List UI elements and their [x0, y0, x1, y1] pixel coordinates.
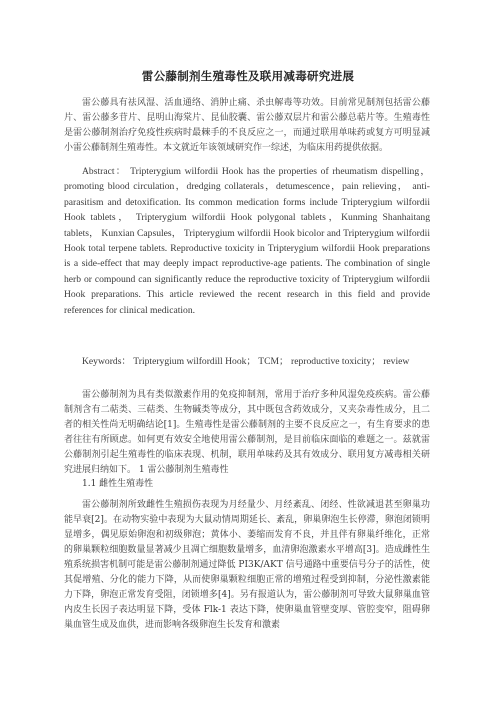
section-heading-1-1: 1.1 雌性生殖毒性: [82, 479, 154, 489]
english-abstract: Abstract： Tripterygium wilfordii Hook has the properties of rheumatism dispelling，promoting blood circulation，dredging collaterals，detumescence，pain relieving， anti-parasitism and detoxification. Its common medication forms include Tripterygium wilfordii Hook tablets， Tripterygium wilfordii Hook polygonal tablets，Kunming Shanhaitang tablets， Kunxian Capsules， Tripterygium wilfordii Hook bicolor and Tripterygium wilfordii Hook total terpene tablets. Reproductive toxicity in Tripterygium wilfordii Hook preparations is a side-effect that may deeply impact reproductive-age patients. The combination of single herb or compound can significantly reduce the reproductive toxicity of Tripterygium wilfordii Hook preparations. This article reviewed the recent research in this field and provide references for clinical medication.: [64, 166, 430, 316]
keywords: Keywords： Tripterygium wilfordill Hook； TCM； reproductive toxicity； review: [82, 356, 410, 367]
introduction-paragraph: 雷公藤制剂为具有类似激素作用的免疫抑制剂，常用于治疗多种风湿免疫疾病。雷公藤制剂含有二萜类、三萜类、生物碱类等成分，其中既包含药效成分，又夹杂毒性成分，且二者的相关性尚无明确结论[1]。生殖毒性是雷公藤制剂的主要不良反应之一，有生育要求的患者往往有所顾虑。如何更有效安全地使用雷公藤制剂，是目前临床面临的难题之一。兹就雷公藤制剂引起生殖毒性的临床表现、机制，联用单味药及其有效成分、联用复方减毒相关研究进展归纳如下。 1 雷公藤制剂生殖毒性: [64, 390, 430, 475]
body-paragraph: 雷公藤制剂所致雌性生殖损伤表现为月经量少、月经紊乱、闭经、性欲减退甚至卵巢功能早衰[2]。在动物实验中表现为大鼠动情周期延长、紊乱，卵巢卵泡生长停滞，卵泡闭锁明显增多，偶见原始卵泡和初级卵泡；黄体小、萎缩而发育不良，并且伴有卵巢纤维化，正常的卵巢颗粒细胞数量显著减少且凋亡细胞数量增多，血清卵泡激素水平增高[3]。造成雌性生殖系统损害机制可能是雷公藤制剂通过降低 PI3K/AKT 信号通路中重要信号分子的活性，使其促增殖、分化的能力下降，从而使卵巢颗粒细胞正常的增殖过程受到抑制，分泌性激素能力下降，卵泡正常发育受阻，闭锁增多[4]。另有报道认为，雷公藤制剂可导致大鼠卵巢血管内皮生长因子表达明显下降，受体 Flk-1 表达下降，使卵巢血管壁变厚、管腔变窄，阻碍卵巢血管生成及血供，进而影响各级卵泡生长发育和激素: [64, 500, 430, 630]
chinese-abstract: 雷公藤具有祛风湿、活血通络、消肿止痛、杀虫解毒等功效。目前常见制剂包括雷公藤片、雷公藤多苷片、昆明山海棠片、昆仙胶囊、雷公藤双层片和雷公藤总萜片等。生殖毒性是雷公藤制剂治疗免疫性疾病时最棘手的不良反应之一，而通过联用单味药或复方可明显减小雷公藤制剂生殖毒性。本文就近年该领域研究作一综述，为临床用药提供依据。: [64, 98, 430, 153]
paper-title: 雷公藤制剂生殖毒性及联用减毒研究进展: [141, 69, 355, 83]
